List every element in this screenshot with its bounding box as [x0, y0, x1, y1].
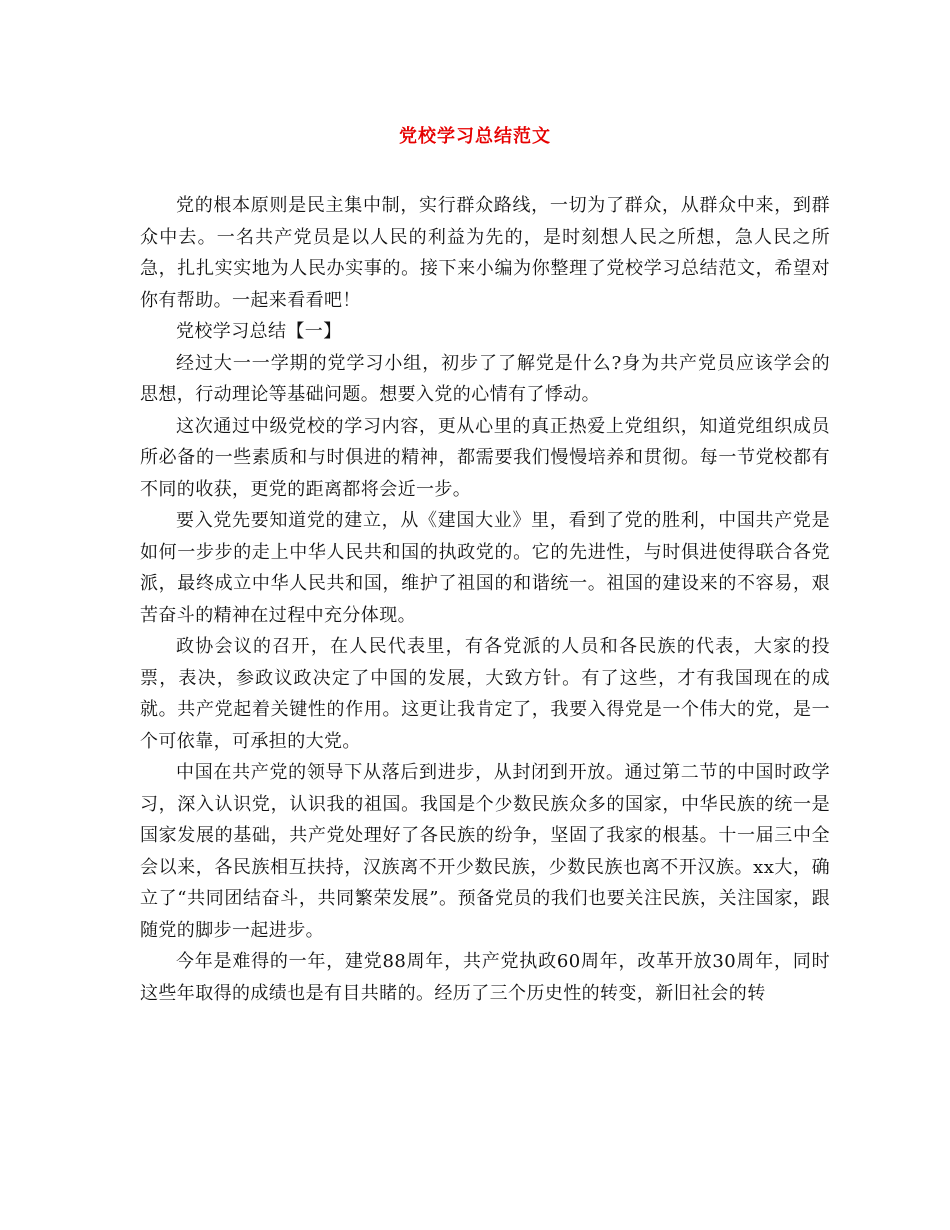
body-paragraph: 今年是难得的一年，建党88周年，共产党执政60周年，改革开放30周年，同时这些年取得的成绩也是有目共睹的。经历了三个历史性的转变，新旧社会的转 [140, 951, 830, 1004]
body-paragraph: 经过大一一学期的党学习小组，初步了了解党是什么?身为共产党员应该学会的思想，行动理论等基础问题。想要入党的心情有了悸动。 [140, 352, 830, 405]
body-paragraph: 政协会议的召开，在人民代表里，有各党派的人员和各民族的代表，大家的投票，表决，参政议政决定了中国的发展，大致方针。有了这些，才有我国现在的成就。共产党起着关键性的作用。这更让我肯定了，我要入得党是一个伟大的党，是一个可依靠，可承担的大党。 [140, 636, 830, 752]
section-heading: 党校学习总结【一】 [176, 321, 342, 342]
document-body [140, 190, 830, 1009]
body-paragraph: 要入党先要知道党的建立，从《建国大业》里，看到了党的胜利，中国共产党是如何一步步的走上中华人民共和国的执政党的。它的先进性，与时俱进使得联合各党派，最终成立中华人民共和国，维护了祖国的和谐统一。祖国的建设来的不容易，艰苦奋斗的精神在过程中充分体现。 [140, 510, 830, 626]
document-title: 党校学习总结范文 [399, 126, 551, 147]
intro-paragraph: 党的根本原则是民主集中制，实行群众路线，一切为了群众，从群众中来，到群众中去。一名共产党员是以人民的利益为先的，是时刻想人民之所想，急人民之所急，扎扎实实地为人民办实事的。接下来小编为你整理了党校学习总结范文，希望对你有帮助。一起来看看吧！ [140, 195, 830, 311]
body-paragraph: 中国在共产党的领导下从落后到进步，从封闭到开放。通过第二节的中国时政学习，深入认识党，认识我的祖国。我国是个少数民族众多的国家，中华民族的统一是国家发展的基础，共产党处理好了各民族的纷争，坚固了我家的根基。十一届三中全会以来，各民族相互扶持，汉族离不开少数民族，少数民族也离不开汉族。xx大，确立了“共同团结奋斗，共同繁荣发展”。预备党员的我们也要关注民族，关注国家，跟随党的脚步一起进步。 [140, 762, 830, 941]
body-paragraph: 这次通过中级党校的学习内容，更从心里的真正热爱上党组织，知道党组织成员所必备的一些素质和与时俱进的精神，都需要我们慢慢培养和贯彻。每一节党校都有不同的收获，更党的距离都将会近一步。 [140, 415, 830, 500]
